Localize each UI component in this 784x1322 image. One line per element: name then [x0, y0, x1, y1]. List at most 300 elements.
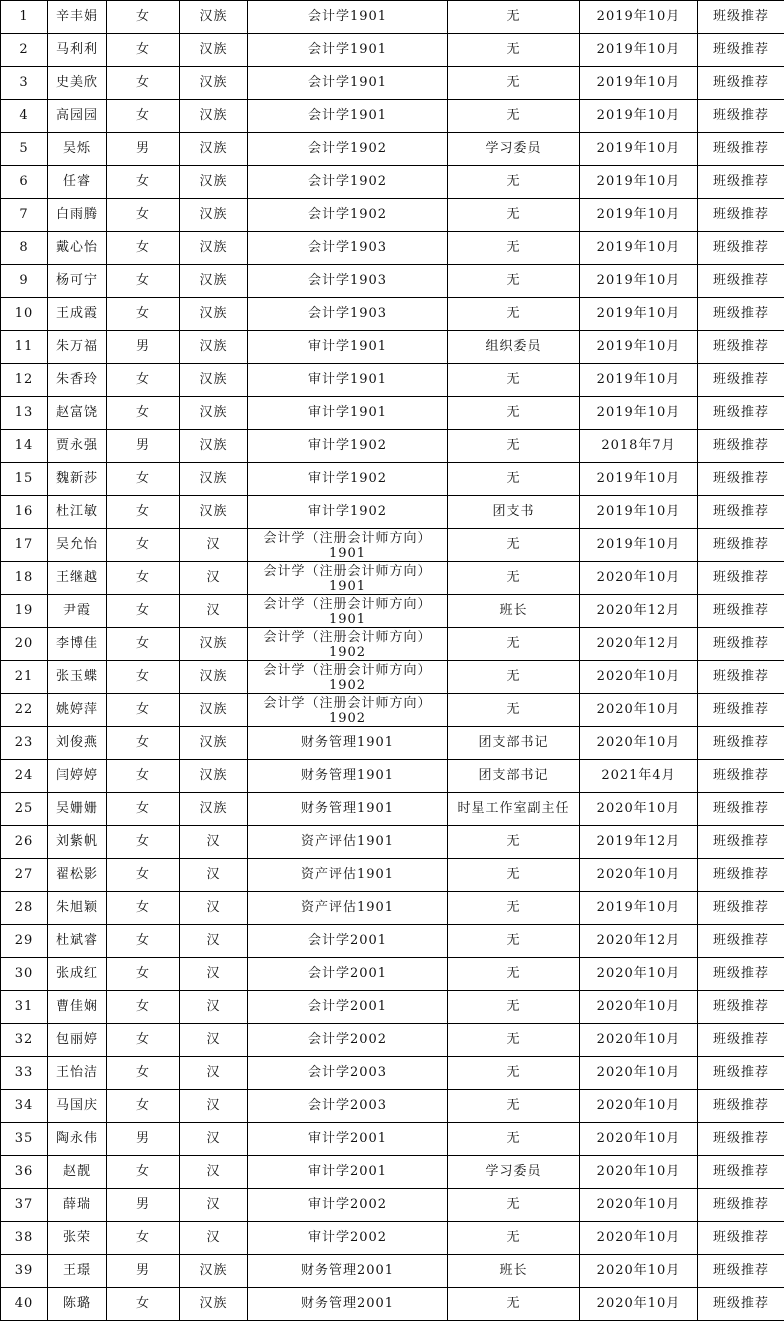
cell-date: 2019年12月: [580, 826, 698, 859]
table-row: [1, 133, 784, 166]
cell-method: 班级推荐: [698, 1057, 784, 1090]
cell-major: 会计学1901: [248, 1, 448, 34]
cell-gender: 女: [107, 265, 180, 298]
cell-date: 2020年10月: [580, 1222, 698, 1255]
cell-date: 2020年10月: [580, 661, 698, 694]
cell-major: 财务管理2001: [248, 1288, 448, 1321]
cell-ethnicity: 汉: [180, 529, 248, 562]
cell-method: 班级推荐: [698, 793, 784, 826]
cell-position: 无: [448, 1189, 580, 1222]
cell-gender: 女: [107, 727, 180, 760]
table-row: [1, 595, 784, 628]
table-row: [1, 67, 784, 100]
cell-method: 班级推荐: [698, 100, 784, 133]
cell-method: 班级推荐: [698, 1156, 784, 1189]
cell-major: 会计学2002: [248, 1024, 448, 1057]
cell-date: 2021年4月: [580, 760, 698, 793]
cell-gender: 女: [107, 364, 180, 397]
cell-name: 张成红: [48, 958, 107, 991]
cell-ethnicity: 汉: [180, 1057, 248, 1090]
cell-name: 刘俊燕: [48, 727, 107, 760]
cell-ethnicity: 汉族: [180, 760, 248, 793]
cell-index: 37: [1, 1189, 48, 1222]
cell-major: 会计学1902: [248, 199, 448, 232]
cell-ethnicity: 汉: [180, 859, 248, 892]
cell-major: 审计学1901: [248, 331, 448, 364]
cell-major: 会计学2001: [248, 958, 448, 991]
cell-gender: 女: [107, 1090, 180, 1123]
cell-index: 32: [1, 1024, 48, 1057]
cell-index: 13: [1, 397, 48, 430]
cell-gender: 男: [107, 1255, 180, 1288]
cell-gender: 女: [107, 67, 180, 100]
cell-gender: 女: [107, 1288, 180, 1321]
cell-major: 会计学1903: [248, 298, 448, 331]
cell-ethnicity: 汉族: [180, 628, 248, 661]
cell-index: 21: [1, 661, 48, 694]
cell-date: 2020年12月: [580, 628, 698, 661]
cell-date: 2019年10月: [580, 199, 698, 232]
table-row: [1, 430, 784, 463]
cell-method: 班级推荐: [698, 694, 784, 727]
cell-gender: 女: [107, 991, 180, 1024]
cell-index: 14: [1, 430, 48, 463]
cell-position: 无: [448, 694, 580, 727]
cell-gender: 女: [107, 694, 180, 727]
cell-index: 36: [1, 1156, 48, 1189]
cell-name: 尹霞: [48, 595, 107, 628]
cell-major: 审计学1902: [248, 463, 448, 496]
cell-name: 陶永伟: [48, 1123, 107, 1156]
cell-name: 吴烁: [48, 133, 107, 166]
cell-ethnicity: 汉: [180, 595, 248, 628]
table-row: [1, 793, 784, 826]
table-row: [1, 760, 784, 793]
cell-method: 班级推荐: [698, 265, 784, 298]
cell-major: 会计学1903: [248, 232, 448, 265]
cell-ethnicity: 汉族: [180, 100, 248, 133]
cell-position: 无: [448, 1, 580, 34]
cell-gender: 女: [107, 562, 180, 595]
cell-major: 审计学2001: [248, 1156, 448, 1189]
cell-position: 团支书: [448, 496, 580, 529]
cell-index: 28: [1, 892, 48, 925]
cell-ethnicity: 汉: [180, 1123, 248, 1156]
cell-name: 任睿: [48, 166, 107, 199]
cell-index: 5: [1, 133, 48, 166]
cell-name: 史美欣: [48, 67, 107, 100]
cell-name: 吴允怡: [48, 529, 107, 562]
cell-position: 无: [448, 562, 580, 595]
cell-index: 9: [1, 265, 48, 298]
cell-index: 26: [1, 826, 48, 859]
table-row: [1, 1288, 784, 1321]
cell-method: 班级推荐: [698, 595, 784, 628]
cell-index: 17: [1, 529, 48, 562]
cell-gender: 女: [107, 628, 180, 661]
cell-method: 班级推荐: [698, 892, 784, 925]
table-row: [1, 1189, 784, 1222]
cell-name: 张玉蝶: [48, 661, 107, 694]
cell-date: 2019年10月: [580, 397, 698, 430]
table-row: [1, 1255, 784, 1288]
cell-gender: 女: [107, 496, 180, 529]
cell-ethnicity: 汉: [180, 1156, 248, 1189]
cell-position: 无: [448, 958, 580, 991]
cell-major: 会计学2003: [248, 1057, 448, 1090]
cell-position: 无: [448, 298, 580, 331]
cell-position: 学习委员: [448, 1156, 580, 1189]
cell-position: 无: [448, 925, 580, 958]
cell-method: 班级推荐: [698, 463, 784, 496]
cell-major: 会计学（注册会计师方向）1901: [248, 562, 448, 595]
cell-index: 30: [1, 958, 48, 991]
table-row: [1, 298, 784, 331]
cell-gender: 女: [107, 166, 180, 199]
cell-date: 2018年7月: [580, 430, 698, 463]
cell-ethnicity: 汉: [180, 1024, 248, 1057]
cell-major: 资产评估1901: [248, 859, 448, 892]
cell-name: 白雨腾: [48, 199, 107, 232]
cell-date: 2019年10月: [580, 331, 698, 364]
cell-major: 会计学（注册会计师方向）1901: [248, 595, 448, 628]
cell-gender: 男: [107, 133, 180, 166]
table-row: [1, 958, 784, 991]
cell-name: 王继越: [48, 562, 107, 595]
cell-gender: 女: [107, 1, 180, 34]
cell-major: 财务管理1901: [248, 793, 448, 826]
cell-ethnicity: 汉族: [180, 793, 248, 826]
cell-position: 无: [448, 991, 580, 1024]
cell-index: 11: [1, 331, 48, 364]
cell-date: 2019年10月: [580, 133, 698, 166]
cell-name: 李博佳: [48, 628, 107, 661]
cell-major: 审计学1901: [248, 397, 448, 430]
cell-name: 赵富饶: [48, 397, 107, 430]
cell-major: 审计学2002: [248, 1189, 448, 1222]
cell-gender: 女: [107, 1156, 180, 1189]
cell-position: 无: [448, 1123, 580, 1156]
cell-major: 会计学1901: [248, 34, 448, 67]
table-row: [1, 265, 784, 298]
cell-ethnicity: 汉: [180, 1189, 248, 1222]
cell-name: 朱万福: [48, 331, 107, 364]
table-row: [1, 166, 784, 199]
table-row: [1, 1, 784, 34]
cell-name: 陈璐: [48, 1288, 107, 1321]
cell-position: 无: [448, 892, 580, 925]
cell-method: 班级推荐: [698, 562, 784, 595]
cell-method: 班级推荐: [698, 991, 784, 1024]
table-row: [1, 859, 784, 892]
cell-method: 班级推荐: [698, 1090, 784, 1123]
cell-date: 2020年10月: [580, 1255, 698, 1288]
cell-ethnicity: 汉: [180, 892, 248, 925]
cell-method: 班级推荐: [698, 298, 784, 331]
cell-name: 刘紫帆: [48, 826, 107, 859]
table-row: [1, 496, 784, 529]
cell-date: 2019年10月: [580, 265, 698, 298]
cell-method: 班级推荐: [698, 661, 784, 694]
cell-gender: 女: [107, 529, 180, 562]
cell-ethnicity: 汉族: [180, 298, 248, 331]
cell-name: 朱香玲: [48, 364, 107, 397]
cell-method: 班级推荐: [698, 166, 784, 199]
cell-index: 24: [1, 760, 48, 793]
cell-date: 2019年10月: [580, 166, 698, 199]
cell-name: 吴姗姗: [48, 793, 107, 826]
cell-gender: 男: [107, 331, 180, 364]
cell-major: 审计学1901: [248, 364, 448, 397]
cell-gender: 男: [107, 1189, 180, 1222]
cell-date: 2019年10月: [580, 463, 698, 496]
cell-position: 团支部书记: [448, 727, 580, 760]
cell-ethnicity: 汉: [180, 562, 248, 595]
table-row: [1, 364, 784, 397]
table-row: [1, 199, 784, 232]
roster-table-body: [1, 1, 784, 1321]
cell-ethnicity: 汉族: [180, 1288, 248, 1321]
cell-date: 2019年10月: [580, 34, 698, 67]
cell-index: 16: [1, 496, 48, 529]
table-row: [1, 1222, 784, 1255]
cell-name: 杨可宁: [48, 265, 107, 298]
cell-position: 无: [448, 661, 580, 694]
cell-date: 2020年10月: [580, 562, 698, 595]
cell-index: 4: [1, 100, 48, 133]
cell-date: 2019年10月: [580, 892, 698, 925]
table-row: [1, 628, 784, 661]
cell-ethnicity: 汉族: [180, 232, 248, 265]
cell-gender: 女: [107, 760, 180, 793]
cell-index: 6: [1, 166, 48, 199]
cell-method: 班级推荐: [698, 1, 784, 34]
cell-ethnicity: 汉族: [180, 364, 248, 397]
cell-index: 15: [1, 463, 48, 496]
cell-date: 2020年10月: [580, 958, 698, 991]
cell-major: 会计学1901: [248, 100, 448, 133]
cell-date: 2020年12月: [580, 925, 698, 958]
cell-ethnicity: 汉族: [180, 397, 248, 430]
cell-name: 赵靓: [48, 1156, 107, 1189]
cell-position: 无: [448, 34, 580, 67]
cell-ethnicity: 汉族: [180, 166, 248, 199]
cell-major: 会计学1902: [248, 166, 448, 199]
cell-date: 2019年10月: [580, 298, 698, 331]
cell-date: 2020年10月: [580, 694, 698, 727]
cell-ethnicity: 汉族: [180, 1255, 248, 1288]
cell-index: 35: [1, 1123, 48, 1156]
cell-major: 财务管理2001: [248, 1255, 448, 1288]
cell-position: 无: [448, 199, 580, 232]
cell-index: 10: [1, 298, 48, 331]
cell-position: 团支部书记: [448, 760, 580, 793]
cell-major: 会计学1903: [248, 265, 448, 298]
cell-ethnicity: 汉族: [180, 133, 248, 166]
table-row: [1, 991, 784, 1024]
cell-gender: 女: [107, 826, 180, 859]
cell-position: 班长: [448, 1255, 580, 1288]
cell-index: 38: [1, 1222, 48, 1255]
table-row: [1, 463, 784, 496]
cell-gender: 男: [107, 1123, 180, 1156]
cell-method: 班级推荐: [698, 133, 784, 166]
cell-name: 朱旭颖: [48, 892, 107, 925]
cell-major: 财务管理1901: [248, 760, 448, 793]
cell-major: 会计学（注册会计师方向）1902: [248, 628, 448, 661]
table-row: [1, 694, 784, 727]
cell-name: 薛瑞: [48, 1189, 107, 1222]
cell-ethnicity: 汉族: [180, 199, 248, 232]
cell-position: 无: [448, 1024, 580, 1057]
cell-major: 会计学1902: [248, 133, 448, 166]
cell-position: 无: [448, 859, 580, 892]
cell-date: 2020年10月: [580, 793, 698, 826]
cell-position: 无: [448, 826, 580, 859]
cell-position: 无: [448, 1057, 580, 1090]
cell-index: 29: [1, 925, 48, 958]
table-row: [1, 661, 784, 694]
cell-position: 无: [448, 232, 580, 265]
cell-method: 班级推荐: [698, 430, 784, 463]
cell-gender: 女: [107, 925, 180, 958]
cell-date: 2020年10月: [580, 859, 698, 892]
cell-position: 时星工作室副主任: [448, 793, 580, 826]
cell-position: 无: [448, 67, 580, 100]
cell-method: 班级推荐: [698, 331, 784, 364]
cell-method: 班级推荐: [698, 1255, 784, 1288]
cell-method: 班级推荐: [698, 199, 784, 232]
cell-ethnicity: 汉族: [180, 727, 248, 760]
table-row: [1, 232, 784, 265]
cell-index: 22: [1, 694, 48, 727]
cell-gender: 女: [107, 298, 180, 331]
cell-name: 马利利: [48, 34, 107, 67]
cell-index: 23: [1, 727, 48, 760]
cell-method: 班级推荐: [698, 859, 784, 892]
cell-gender: 女: [107, 463, 180, 496]
cell-gender: 女: [107, 958, 180, 991]
cell-ethnicity: 汉: [180, 826, 248, 859]
cell-date: 2020年10月: [580, 727, 698, 760]
cell-method: 班级推荐: [698, 1222, 784, 1255]
cell-ethnicity: 汉族: [180, 496, 248, 529]
cell-date: 2020年12月: [580, 595, 698, 628]
cell-ethnicity: 汉: [180, 958, 248, 991]
cell-method: 班级推荐: [698, 1123, 784, 1156]
cell-method: 班级推荐: [698, 496, 784, 529]
table-row: [1, 1123, 784, 1156]
cell-ethnicity: 汉族: [180, 265, 248, 298]
cell-position: 班长: [448, 595, 580, 628]
cell-index: 7: [1, 199, 48, 232]
cell-major: 审计学2002: [248, 1222, 448, 1255]
cell-date: 2020年10月: [580, 991, 698, 1024]
cell-name: 杜斌睿: [48, 925, 107, 958]
table-row: [1, 331, 784, 364]
cell-ethnicity: 汉族: [180, 430, 248, 463]
cell-name: 戴心怡: [48, 232, 107, 265]
cell-ethnicity: 汉族: [180, 34, 248, 67]
cell-gender: 女: [107, 397, 180, 430]
cell-major: 会计学（注册会计师方向）1902: [248, 694, 448, 727]
table-row: [1, 1090, 784, 1123]
table-row: [1, 727, 784, 760]
table-row: [1, 1156, 784, 1189]
cell-name: 杜江敏: [48, 496, 107, 529]
cell-name: 姚婷萍: [48, 694, 107, 727]
cell-gender: 女: [107, 1057, 180, 1090]
cell-name: 曹佳娴: [48, 991, 107, 1024]
cell-index: 34: [1, 1090, 48, 1123]
cell-position: 无: [448, 166, 580, 199]
cell-position: 无: [448, 364, 580, 397]
cell-gender: 女: [107, 892, 180, 925]
cell-name: 王璟: [48, 1255, 107, 1288]
cell-name: 王成霞: [48, 298, 107, 331]
cell-gender: 男: [107, 430, 180, 463]
cell-index: 12: [1, 364, 48, 397]
table-row: [1, 34, 784, 67]
cell-gender: 女: [107, 34, 180, 67]
cell-ethnicity: 汉族: [180, 463, 248, 496]
cell-name: 马国庆: [48, 1090, 107, 1123]
cell-name: 辛丰娟: [48, 1, 107, 34]
cell-major: 会计学（注册会计师方向）1902: [248, 661, 448, 694]
cell-ethnicity: 汉: [180, 1222, 248, 1255]
cell-position: 无: [448, 430, 580, 463]
cell-method: 班级推荐: [698, 727, 784, 760]
cell-index: 25: [1, 793, 48, 826]
cell-date: 2020年10月: [580, 1189, 698, 1222]
cell-date: 2019年10月: [580, 1, 698, 34]
cell-index: 8: [1, 232, 48, 265]
cell-index: 2: [1, 34, 48, 67]
cell-major: 资产评估1901: [248, 892, 448, 925]
cell-index: 3: [1, 67, 48, 100]
cell-name: 王怡洁: [48, 1057, 107, 1090]
cell-gender: 女: [107, 595, 180, 628]
cell-index: 20: [1, 628, 48, 661]
cell-major: 审计学2001: [248, 1123, 448, 1156]
cell-method: 班级推荐: [698, 1189, 784, 1222]
cell-index: 33: [1, 1057, 48, 1090]
table-row: [1, 529, 784, 562]
cell-major: 会计学2001: [248, 925, 448, 958]
table-row: [1, 562, 784, 595]
cell-position: 学习委员: [448, 133, 580, 166]
cell-date: 2019年10月: [580, 496, 698, 529]
cell-gender: 女: [107, 661, 180, 694]
cell-date: 2019年10月: [580, 100, 698, 133]
cell-date: 2020年10月: [580, 1156, 698, 1189]
cell-name: 包丽婷: [48, 1024, 107, 1057]
cell-method: 班级推荐: [698, 1024, 784, 1057]
cell-name: 张荣: [48, 1222, 107, 1255]
cell-gender: 女: [107, 199, 180, 232]
table-row: [1, 826, 784, 859]
table-row: [1, 925, 784, 958]
cell-name: 高园园: [48, 100, 107, 133]
cell-index: 40: [1, 1288, 48, 1321]
table-row: [1, 397, 784, 430]
cell-major: 会计学2003: [248, 1090, 448, 1123]
cell-name: 闫婷婷: [48, 760, 107, 793]
cell-gender: 女: [107, 1222, 180, 1255]
cell-method: 班级推荐: [698, 397, 784, 430]
cell-gender: 女: [107, 859, 180, 892]
cell-position: 无: [448, 1288, 580, 1321]
